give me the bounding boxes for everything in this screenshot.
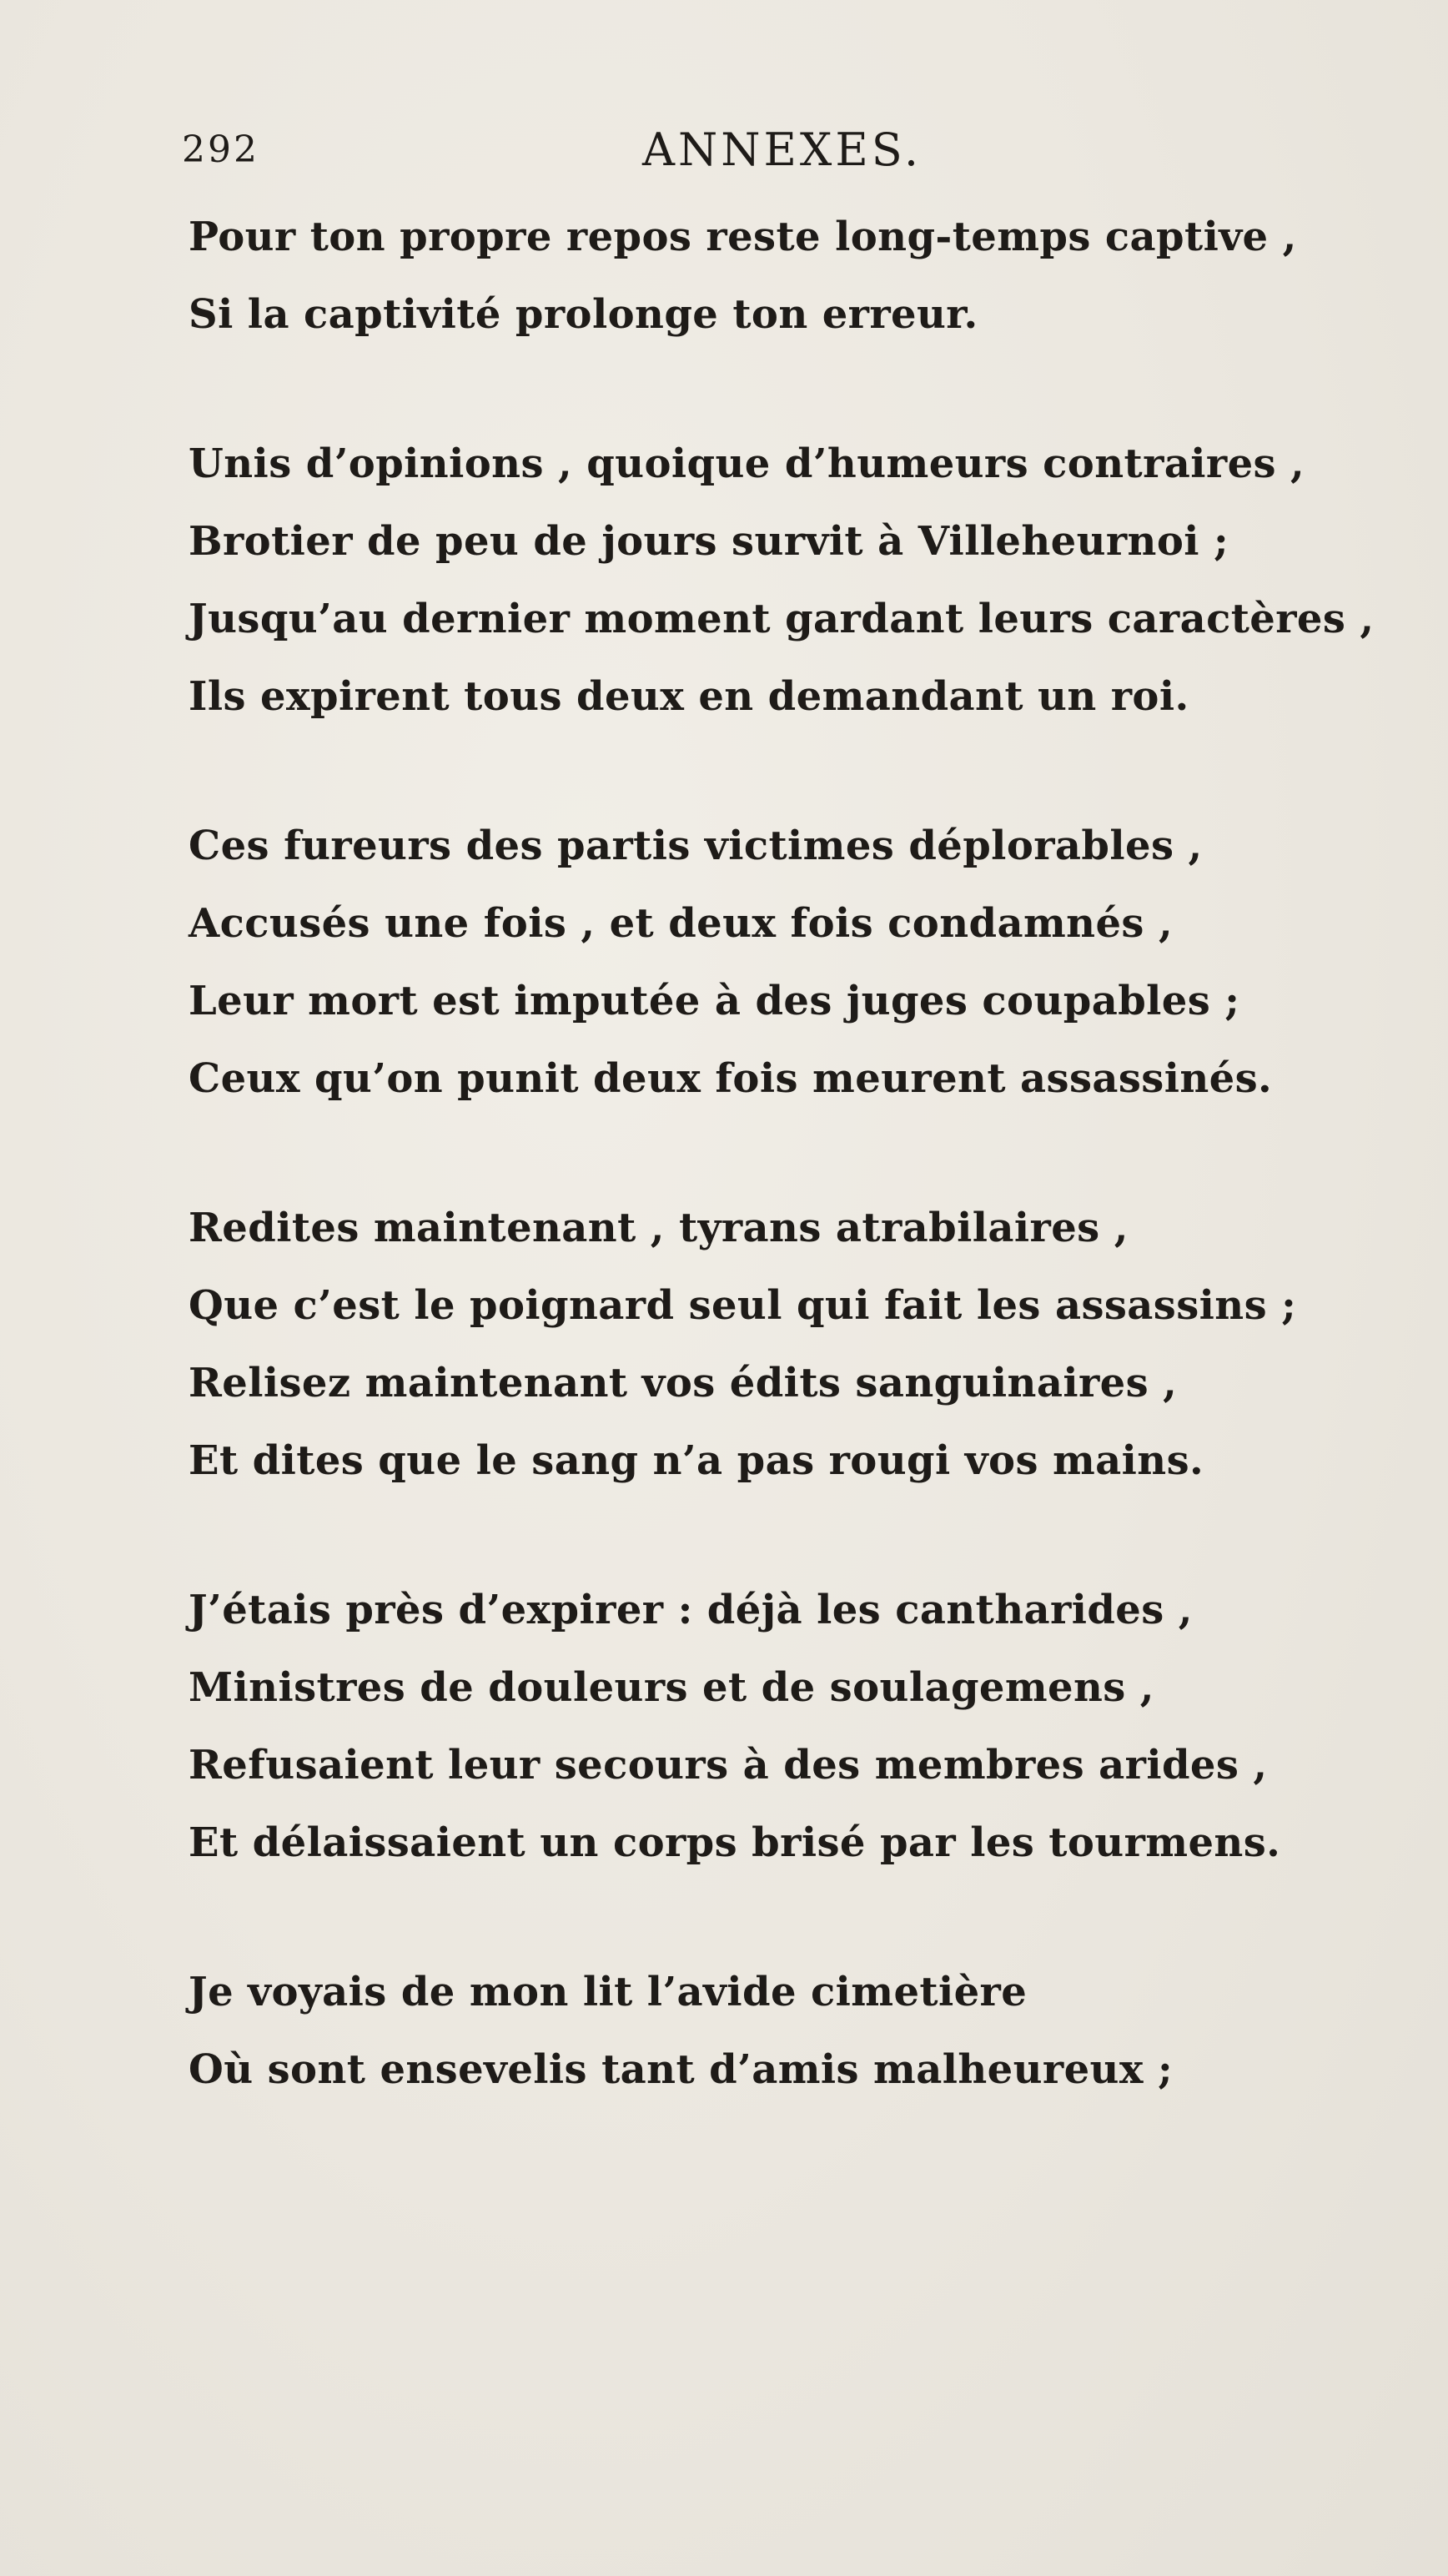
verse-line: Ministres de douleurs et de soulagemens , bbox=[189, 1664, 1154, 1711]
running-head: ANNEXES. bbox=[642, 123, 923, 176]
verse-line: Accusés une fois , et deux fois condamnés , bbox=[189, 900, 1174, 947]
verse-line: Unis d’opinions , quoique d’humeurs contraires , bbox=[189, 440, 1305, 487]
stanza bbox=[189, 1190, 1415, 1500]
verse-line: Et délaissaient un corps brisé par les tourmens. bbox=[189, 1819, 1281, 1866]
verse-line: Et dites que le sang n’a pas rougi vos mains. bbox=[189, 1437, 1204, 1484]
verse-line: Que c’est le poignard seul qui fait les assassins ; bbox=[189, 1282, 1297, 1329]
verse-line: Ces fureurs des partis victimes déplorables , bbox=[189, 823, 1203, 869]
verse-line: J’étais près d’expirer : déjà les cantharides , bbox=[189, 1587, 1193, 1633]
verse-line: Leur mort est imputée à des juges coupables ; bbox=[189, 978, 1240, 1024]
verse-line: Ils expirent tous deux en demandant un roi. bbox=[189, 673, 1189, 720]
poem-text bbox=[189, 199, 1415, 2181]
verse-line: Pour ton propre repos reste long-temps captive , bbox=[189, 214, 1297, 260]
stanza bbox=[189, 1572, 1415, 1882]
page-header bbox=[0, 123, 1448, 190]
verse-line: Relisez maintenant vos édits sanguinaires , bbox=[189, 1360, 1178, 1406]
verse-line: Brotier de peu de jours survit à Villeheurnoi ; bbox=[189, 518, 1229, 565]
verse-line: Je voyais de mon lit l’avide cimetière bbox=[189, 1969, 1028, 2015]
verse-line: Si la captivité prolonge ton erreur. bbox=[189, 291, 978, 338]
verse-line: Ceux qu’on punit deux fois meurent assassinés. bbox=[189, 1055, 1273, 1102]
page-number: 292 bbox=[182, 128, 259, 171]
stanza bbox=[189, 199, 1415, 354]
verse-line: Refusaient leur secours à des membres arides , bbox=[189, 1742, 1268, 1789]
verse-line: Où sont ensevelis tant d’amis malheureux ; bbox=[189, 2046, 1174, 2093]
verse-line: Jusqu’au dernier moment gardant leurs caractères , bbox=[189, 596, 1375, 642]
stanza bbox=[189, 425, 1415, 736]
stanza bbox=[189, 1954, 1415, 2109]
verse-line: Redites maintenant , tyrans atrabilaires , bbox=[189, 1205, 1129, 1251]
stanza bbox=[189, 808, 1415, 1118]
